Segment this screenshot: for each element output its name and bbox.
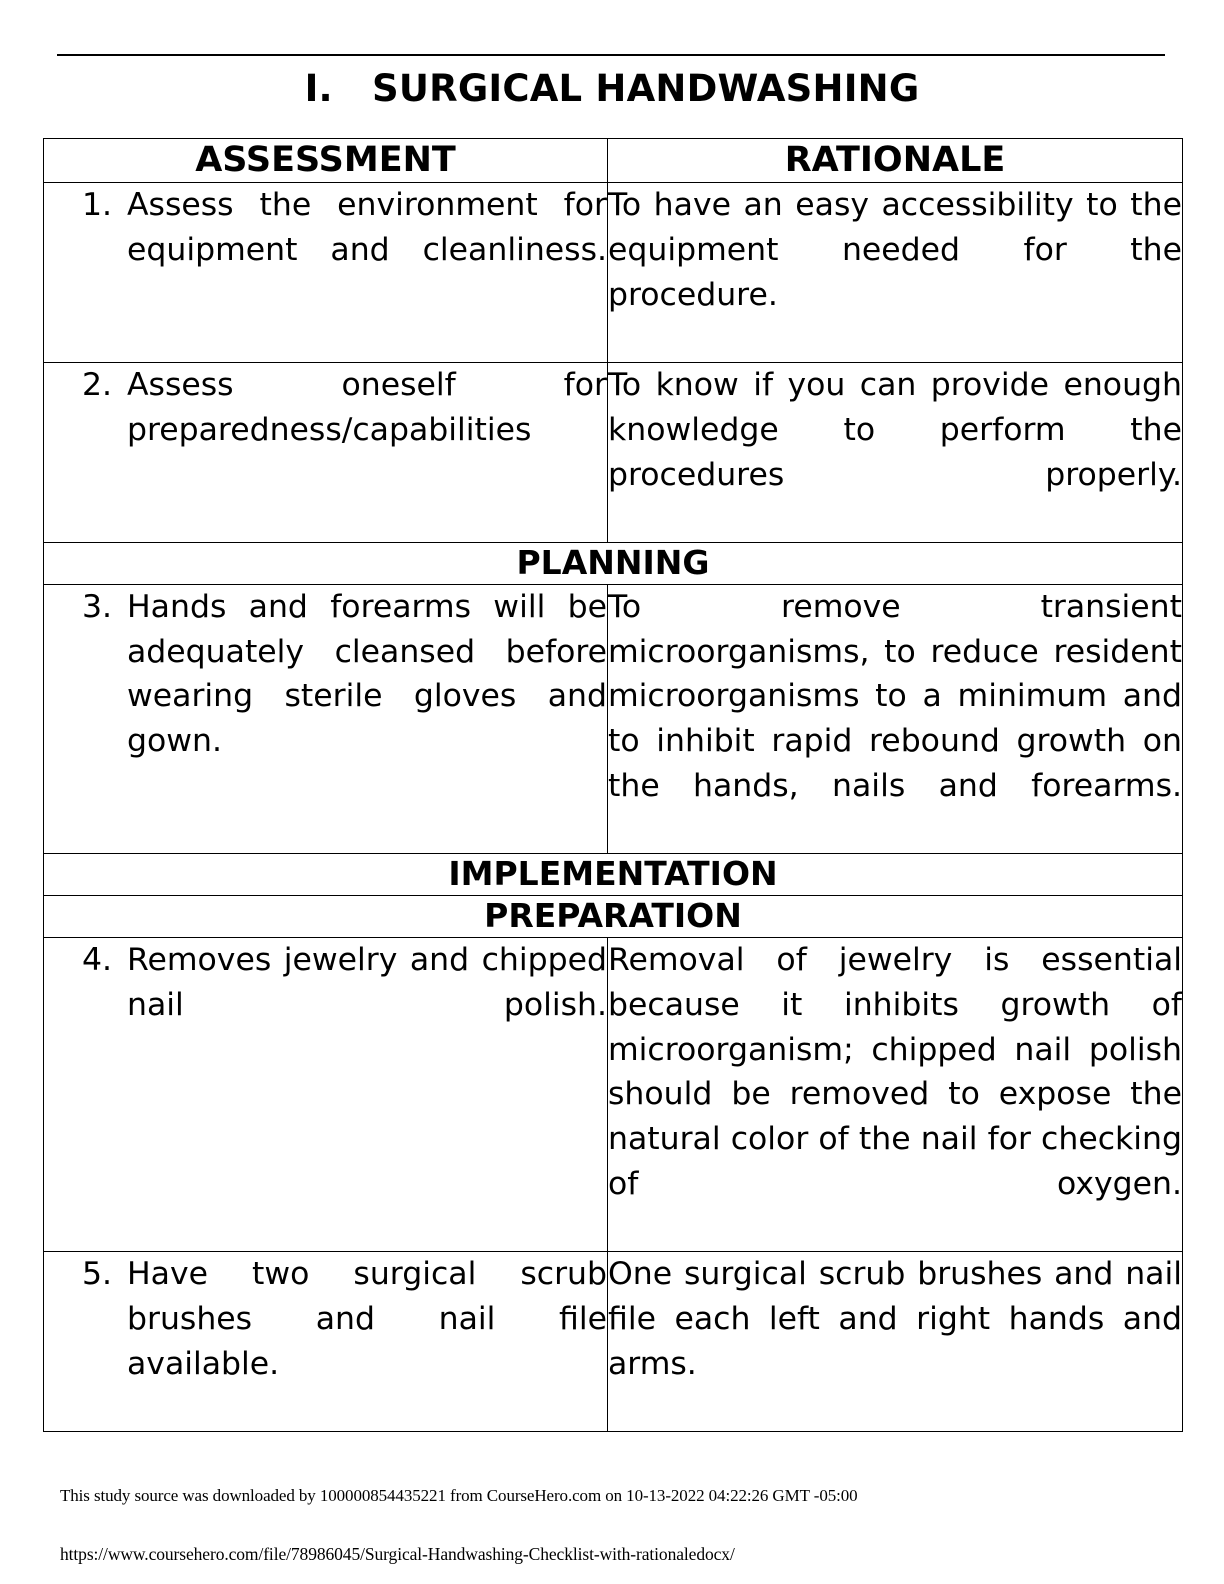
rationale-text: To know if you can provide enough knowledge to perform the procedures properly. xyxy=(608,367,1182,493)
rationale-cell xyxy=(608,183,1183,363)
rationale-text: To remove transient microorganisms, to reduce resident microorganisms to a minimum and to inhibit rapid rebound growth on the hands, nails and forearms. xyxy=(608,589,1182,804)
table-row xyxy=(44,938,1183,1252)
column-header-assessment: ASSESSMENT xyxy=(44,139,608,183)
section-header-row xyxy=(44,543,1183,585)
step-number: 5. xyxy=(82,1256,113,1293)
list-item xyxy=(44,183,607,317)
step-number: 2. xyxy=(82,367,113,404)
assessment-cell xyxy=(44,183,608,363)
assessment-cell xyxy=(44,1252,608,1432)
procedure-table xyxy=(43,138,1183,1432)
table-row xyxy=(44,1252,1183,1432)
assessment-cell xyxy=(44,585,608,854)
table-header-row xyxy=(44,139,1183,183)
rationale-cell xyxy=(608,585,1183,854)
page-title: I. SURGICAL HANDWASHING xyxy=(304,67,920,110)
rationale-cell xyxy=(608,363,1183,543)
section-header-planning: PLANNING xyxy=(44,543,1183,585)
table-row xyxy=(44,363,1183,543)
coursehero-watermark: This study source was downloaded by 100000854435221 from CourseHero.com on 10-13-2022 04:22:26 GMT -05:00 xyxy=(60,1486,858,1505)
section-header-implementation: IMPLEMENTATION xyxy=(44,854,1183,896)
step-number: 1. xyxy=(82,187,113,224)
section-header-preparation: PREPARATION xyxy=(44,896,1183,938)
coursehero-source-url: https://www.coursehero.com/file/78986045/Surgical-Handwashing-Checklist-with-rationaledocx/ xyxy=(60,1544,735,1564)
rationale-text: Removal of jewelry is essential because it inhibits growth of microorganism; chipped nail polish should be removed to expose the natural color of the nail for checking of oxygen. xyxy=(608,942,1182,1202)
step-number: 4. xyxy=(82,942,113,979)
section-header-row xyxy=(44,896,1183,938)
rationale-cell xyxy=(608,1252,1183,1432)
section-header-row xyxy=(44,854,1183,896)
step-text: Have two surgical scrub brushes and nail file available. xyxy=(127,1256,607,1382)
step-number: 3. xyxy=(82,589,113,626)
list-item xyxy=(44,363,607,497)
assessment-cell xyxy=(44,938,608,1252)
step-text: Hands and forearms will be adequately cleansed before wearing sterile gloves and gown. xyxy=(127,589,607,760)
step-text: Assess oneself for preparedness/capabilities xyxy=(127,367,607,448)
rationale-cell xyxy=(608,938,1183,1252)
list-item xyxy=(44,938,607,1072)
step-text: Assess the environment for equipment and cleanliness. xyxy=(127,187,607,269)
column-header-rationale: RATIONALE xyxy=(608,139,1183,183)
table-row xyxy=(44,585,1183,854)
rationale-text: One surgical scrub brushes and nail file each left and right hands and arms. xyxy=(608,1256,1182,1382)
assessment-cell xyxy=(44,363,608,543)
table-row xyxy=(44,183,1183,363)
list-item xyxy=(44,1252,607,1431)
step-text: Removes jewelry and chipped nail polish. xyxy=(127,942,607,1023)
rationale-text: To have an easy accessibility to the equipment needed for the procedure. xyxy=(608,187,1182,313)
header-rule xyxy=(57,54,1165,56)
list-item xyxy=(44,585,607,809)
